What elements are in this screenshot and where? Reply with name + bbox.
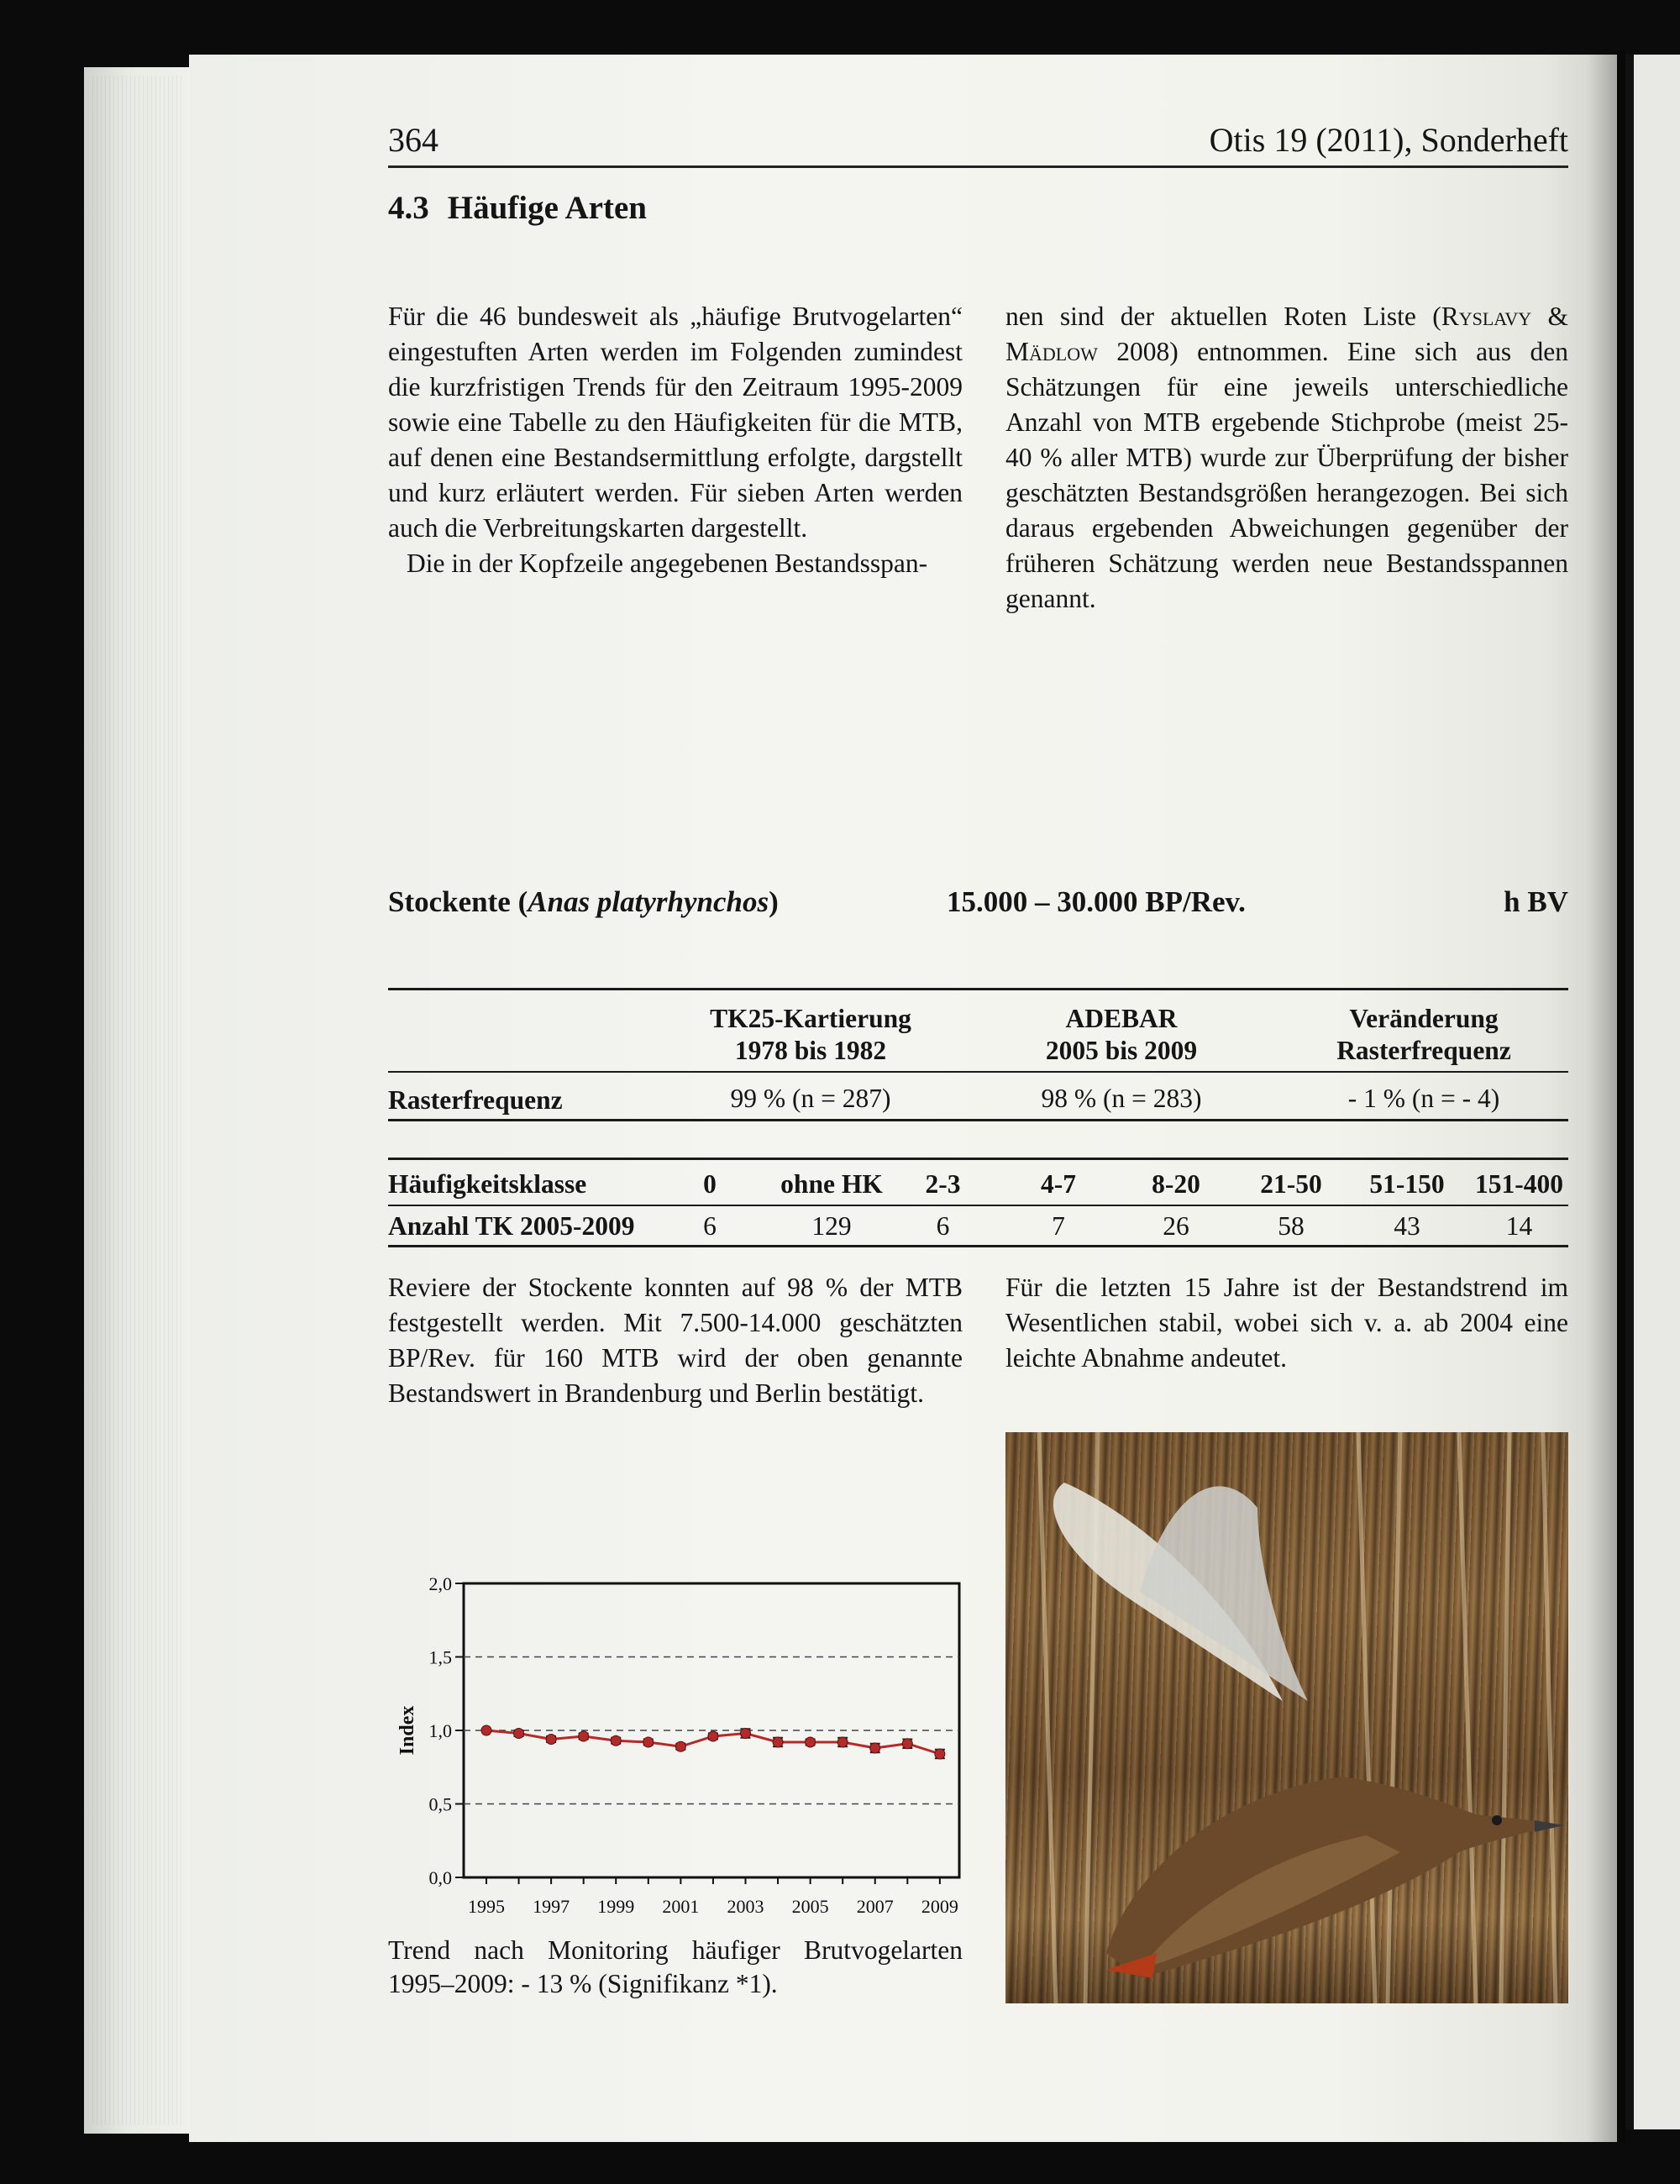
table-head-adebar-line2: 2005 bis 2009 xyxy=(1045,1036,1198,1065)
table-bottom-rule xyxy=(388,1245,1568,1247)
chart-x-tick-label: 1995 xyxy=(467,1896,505,1917)
chart-data-point xyxy=(514,1729,524,1739)
spine-shadow xyxy=(1588,50,1625,2142)
table-count: 26 xyxy=(1163,1211,1189,1241)
book-page-edge-lines xyxy=(92,76,185,2125)
table-row-raster-adebar: 98 % (n = 283) xyxy=(1041,1084,1202,1113)
chart-data-point xyxy=(902,1739,912,1749)
chart-y-tick-label: 2,0 xyxy=(428,1573,452,1594)
running-head: Otis 19 (2011), Sonderheft xyxy=(1209,121,1568,159)
table-head-change xyxy=(1298,1003,1550,1067)
table-hk-label: Häufigkeitsklasse xyxy=(388,1169,587,1199)
chart-data-point xyxy=(708,1731,718,1741)
table-row-raster-change: - 1 % (n = - 4) xyxy=(1347,1084,1500,1113)
chart-x-tick-label: 2007 xyxy=(856,1896,894,1917)
chart-x-tick-label: 1999 xyxy=(597,1896,635,1917)
page-header xyxy=(388,120,1568,164)
page-number: 364 xyxy=(388,121,438,159)
intro-paragraph-1: Für die 46 bundesweit als „häufige Brutvogelarten“ eingestuften Arten werden im Folgenden zumindest die kurzfristigen Trends für den Zeitraum 1995-2009 sowie eine Tabelle zu den Häufigkeiten für die MTB, auf denen eine Bestandsermittlung erfolgte, dargstellt und kurz erläutert werden. Für sieben Arten werden auch die Verbreitungskarten dargestellt. xyxy=(388,302,963,543)
table-head-adebar-line1: ADEBAR xyxy=(1065,1004,1178,1033)
chart-data-point xyxy=(773,1737,783,1747)
table-rule xyxy=(388,1071,1568,1073)
table-head-change-line2: Rasterfrequenz xyxy=(1336,1036,1511,1065)
table-count: 6 xyxy=(703,1211,717,1241)
chart-y-tick-label: 1,5 xyxy=(428,1646,452,1668)
table-hk-class: 4-7 xyxy=(1041,1169,1076,1199)
table-head-tk25 xyxy=(655,1003,966,1067)
table-count: 43 xyxy=(1394,1211,1420,1241)
trend-chart xyxy=(388,1571,968,1924)
intro-text-a: nen sind der aktuellen Roten Liste ( xyxy=(1005,302,1441,331)
mallard-photo-illustration xyxy=(1005,1432,1568,2003)
table-count: 7 xyxy=(1052,1211,1065,1241)
species-name: Stockente (Anas platyrhynchos) xyxy=(388,885,779,918)
intro-left-column xyxy=(388,299,963,581)
chart-data-point xyxy=(611,1735,621,1746)
header-rule xyxy=(388,165,1568,168)
table-count: 129 xyxy=(811,1211,852,1241)
chart-y-tick-label: 0,0 xyxy=(428,1867,452,1888)
table-count-label: Anzahl TK 2005-2009 xyxy=(388,1211,635,1241)
species-header xyxy=(388,885,1568,927)
chart-data-point xyxy=(481,1725,491,1735)
table-count: 58 xyxy=(1278,1211,1305,1241)
table-count: 14 xyxy=(1505,1211,1533,1241)
table-hk-class: 2-3 xyxy=(925,1169,961,1199)
table-count: 6 xyxy=(936,1211,950,1241)
table-hk-class: 0 xyxy=(703,1169,717,1199)
chart-x-tick-label: 2009 xyxy=(921,1896,958,1917)
chart-caption: Trend nach Monitoring häufiger Brutvogelarten 1995–2009: - 13 % (Signifikanz *1). xyxy=(388,1935,963,1998)
chart-data-point xyxy=(837,1737,848,1747)
table-hk-class: 51-150 xyxy=(1369,1169,1445,1199)
table-top-rule xyxy=(388,988,1568,990)
section-number: 4.3 xyxy=(388,190,429,226)
table-row-raster-label: Rasterfrequenz xyxy=(388,1085,563,1115)
section-heading xyxy=(388,189,647,227)
intro-right-column xyxy=(1005,299,1568,617)
table-head-tk25-line1: TK25-Kartierung xyxy=(710,1004,911,1033)
table-head-tk25-line2: 1978 bis 1982 xyxy=(734,1036,887,1065)
chart-y-axis-label: Index xyxy=(396,1705,418,1756)
chart-data-point xyxy=(675,1741,685,1751)
species-population: 15.000 – 30.000 BP/Rev. xyxy=(947,885,1246,918)
chart-data-point xyxy=(806,1737,816,1747)
species-status: h BV xyxy=(1504,885,1568,918)
citation: Ryslavy & Mädlow xyxy=(1005,302,1568,366)
intro-paragraph-3 xyxy=(1005,299,1568,617)
table-rule xyxy=(388,1205,1568,1206)
intro-text-b: 2008) entnommen. Eine sich aus den Schätzungen für eine jeweils unterschiedliche Anzahl von MTB ergebende Stichprobe (meist 25-40 % aller MTB) wurde zur Überprüfung der bisher geschätzten Bestandsgrößen herangezogen. Bei sich daraus ergebenden Abweichungen gegenüber der früheren Schätzung werden neue Bestandsspannen genannt. xyxy=(1005,337,1568,613)
table-hk-class: 151-400 xyxy=(1475,1169,1563,1199)
chart-data-point xyxy=(579,1731,589,1741)
chart-data-point xyxy=(870,1743,880,1753)
chart-x-tick-label: 2003 xyxy=(727,1896,764,1917)
chart-data-point xyxy=(546,1735,556,1745)
chart-y-tick-label: 1,0 xyxy=(428,1720,452,1741)
chart-y-tick-label: 0,5 xyxy=(428,1793,452,1815)
table-hk-class: ohne HK xyxy=(780,1169,883,1199)
species-name-german: Stockente xyxy=(388,885,511,918)
chart-x-tick-label: 2005 xyxy=(791,1896,829,1917)
result-right-paragraph: Für die letzten 15 Jahre ist der Bestandstrend im Wesentlichen stabil, wobei sich v. a. ab 2004 eine leichte Abnahme andeutet. xyxy=(1005,1273,1568,1373)
table-rule xyxy=(388,1158,1568,1160)
table-rule xyxy=(388,1119,1568,1121)
chart-data-point xyxy=(740,1729,750,1739)
intro-paragraph-2: Die in der Kopfzeile angegebenen Bestandsspan- xyxy=(407,549,928,578)
table-head-adebar xyxy=(995,1003,1247,1067)
section-title: Häufige Arten xyxy=(447,190,647,226)
mallard-photo xyxy=(1005,1432,1568,2003)
table-hk-class: 8-20 xyxy=(1152,1169,1200,1199)
species-name-latin: Anas platyrhynchos xyxy=(528,885,769,918)
result-left-paragraph: Reviere der Stockente konnten auf 98 % der MTB festgestellt werden. Mit 7.500-14.000 geschätzten BP/Rev. für 160 MTB wird der oben genannte Bestandswert in Brandenburg und Berlin bestätigt. xyxy=(388,1273,963,1408)
trend-chart-svg xyxy=(388,1571,968,1924)
chart-data-point xyxy=(935,1749,945,1759)
table-hk-class: 21-50 xyxy=(1260,1169,1322,1199)
next-page-edge xyxy=(1625,55,1680,2129)
table-row-raster-tk25: 99 % (n = 287) xyxy=(730,1084,891,1113)
chart-x-tick-label: 1997 xyxy=(533,1896,570,1917)
table-head-change-line1: Veränderung xyxy=(1349,1004,1499,1033)
chart-x-tick-label: 2001 xyxy=(662,1896,700,1917)
chart-data-point xyxy=(643,1737,654,1747)
